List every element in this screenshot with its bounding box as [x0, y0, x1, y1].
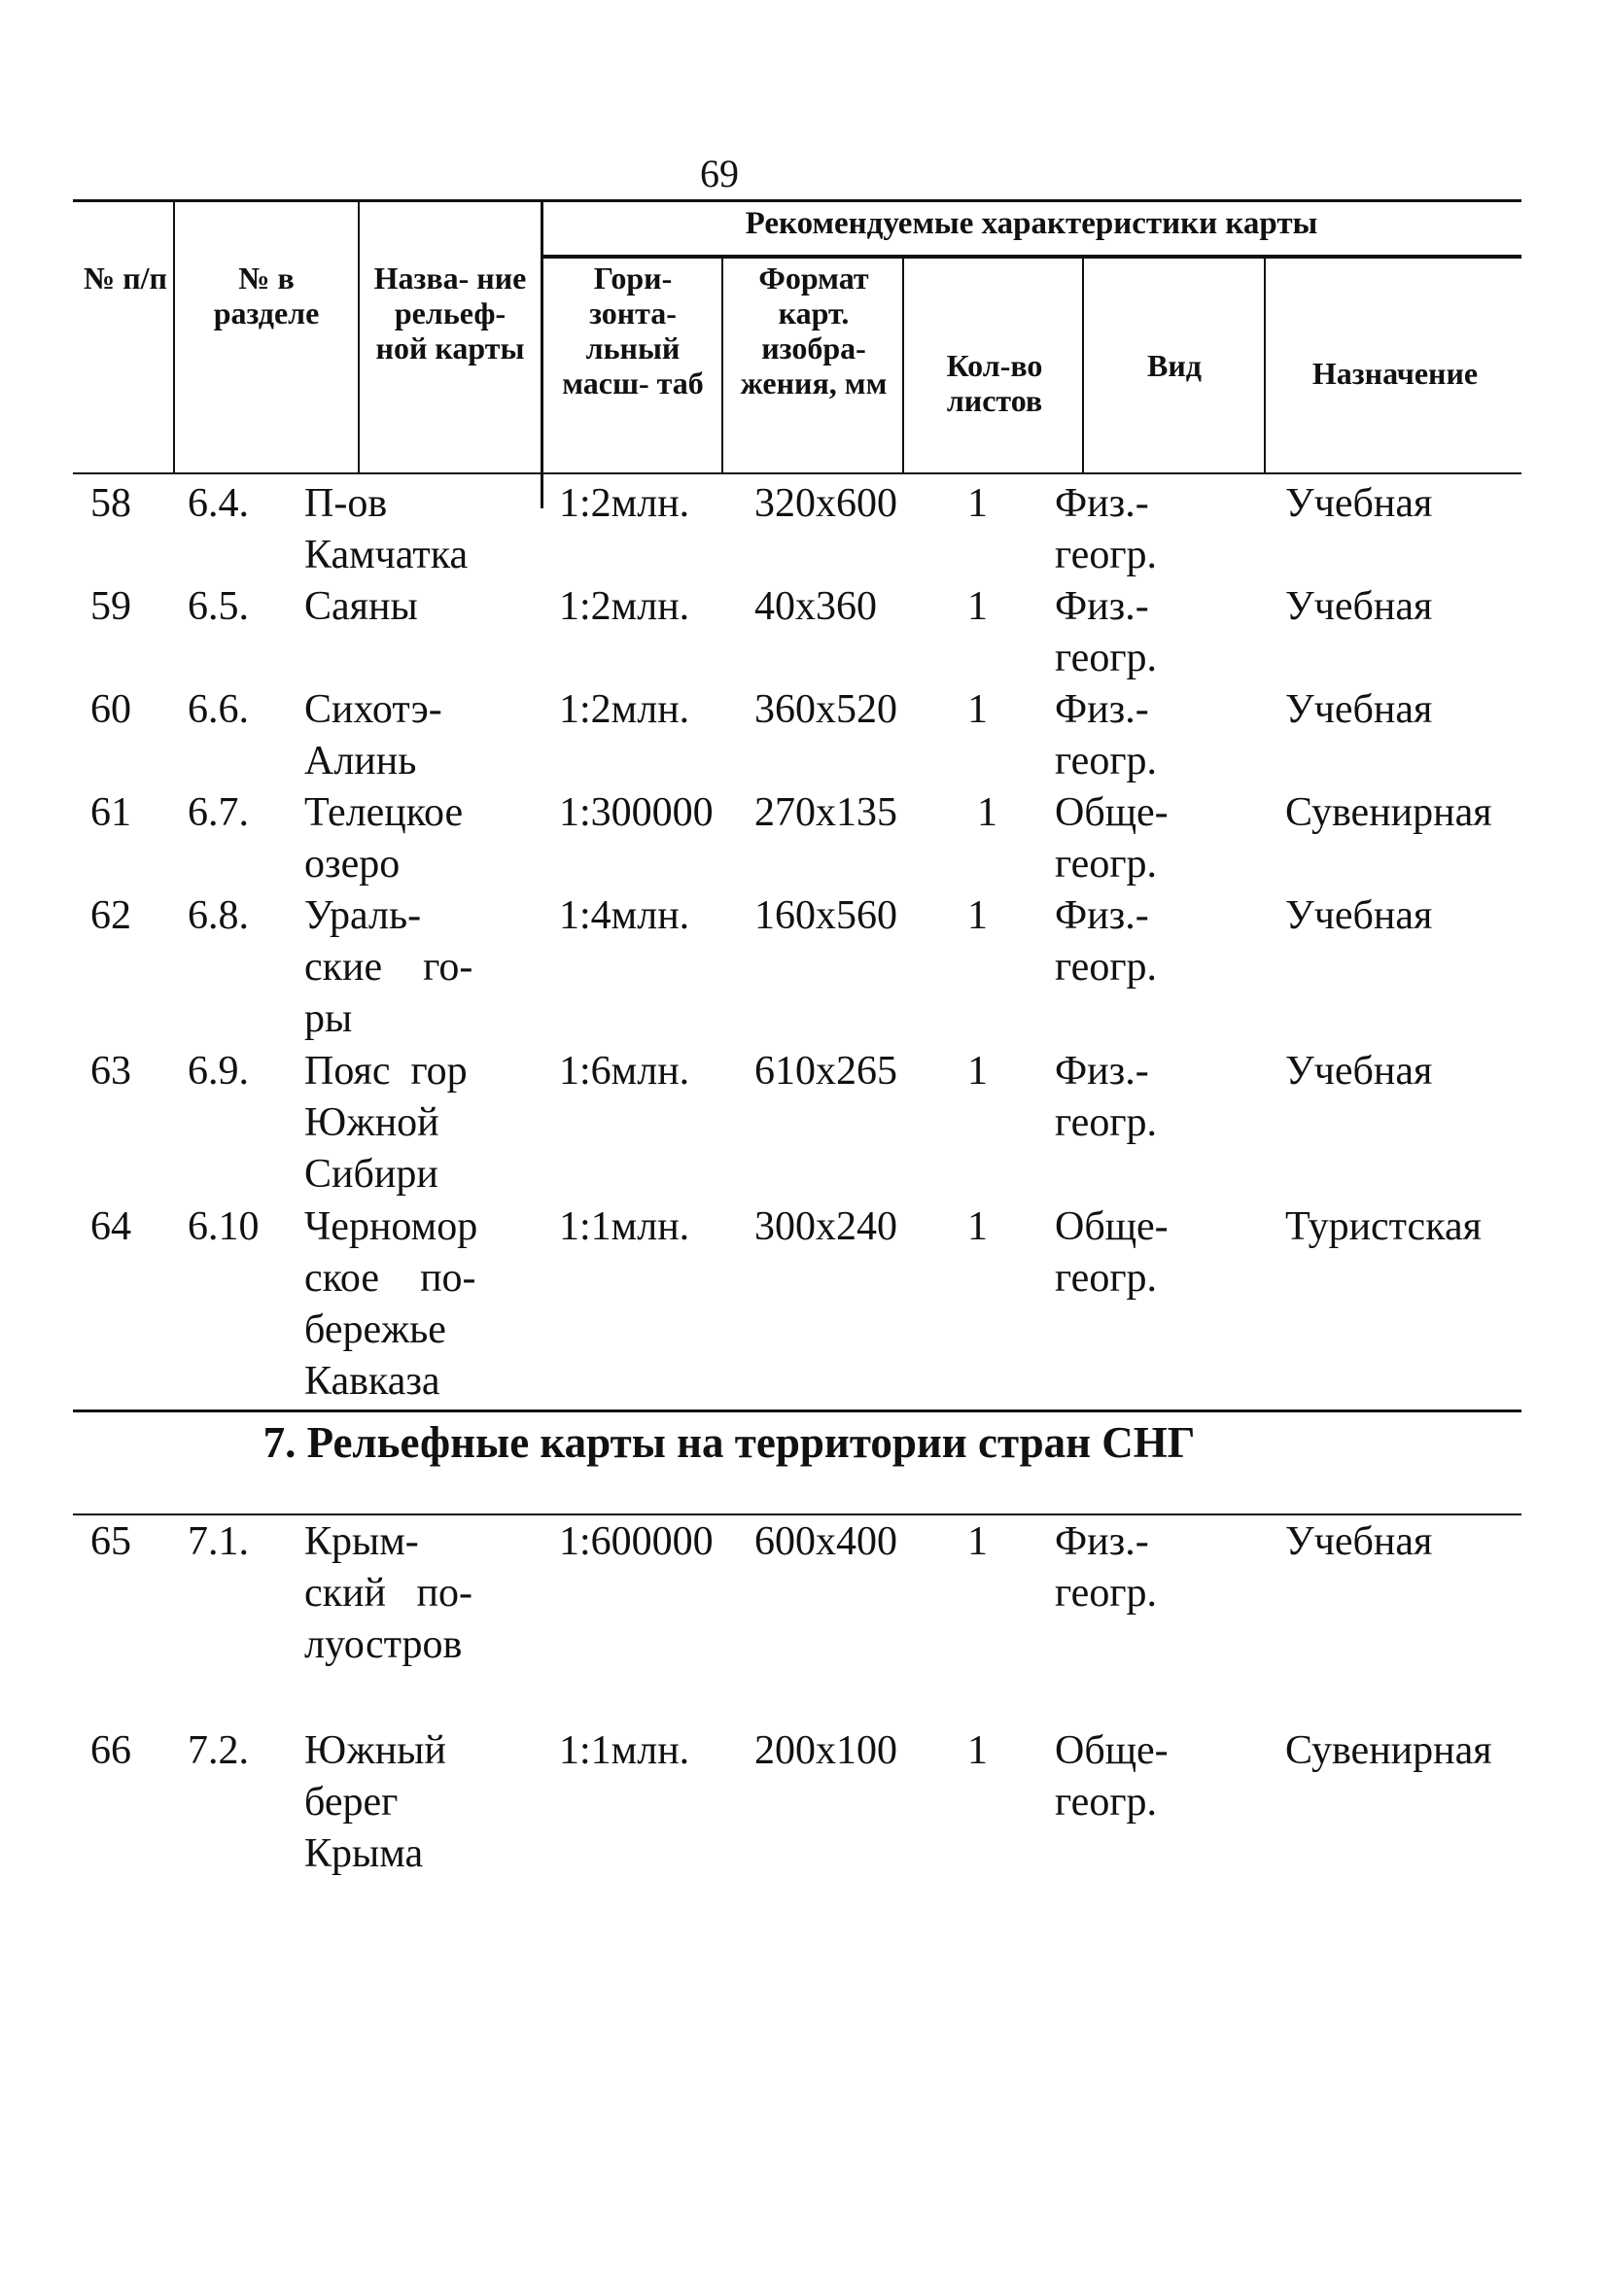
- header-col-sheets: Кол-во листов: [946, 348, 1043, 418]
- cell-format: 360х520: [754, 687, 897, 732]
- cell-scale: 1:1млн.: [559, 1204, 690, 1249]
- cell-scale: 1:600000: [559, 1519, 714, 1564]
- cell-purpose: Учебная: [1285, 1519, 1433, 1564]
- cell-section: 7.2.: [188, 1728, 249, 1773]
- col-rule: [1082, 257, 1084, 474]
- cell-name: Саяны: [304, 584, 418, 629]
- col-rule: [1264, 257, 1266, 474]
- cell-scale: 1:4млн.: [559, 893, 690, 938]
- cell-number: 64: [90, 1204, 131, 1249]
- section-top-rule: [73, 1409, 1521, 1412]
- cell-sheets: 1: [967, 584, 988, 629]
- cell-section: 6.5.: [188, 584, 249, 629]
- cell-number: 59: [90, 584, 131, 629]
- cell-number: 60: [90, 687, 131, 732]
- cell-purpose: Сувенирная: [1285, 790, 1492, 835]
- page-number: 69: [700, 152, 739, 195]
- cell-kind: Физ.- геогр.: [1055, 1519, 1158, 1616]
- header-super: Рекомендуемые характеристики карты: [745, 206, 1318, 241]
- cell-purpose: Учебная: [1285, 1049, 1433, 1094]
- cell-purpose: Туристская: [1285, 1204, 1482, 1249]
- section-bottom-rule: [73, 1513, 1521, 1515]
- col-rule: [902, 257, 904, 474]
- cell-section: 6.10: [188, 1204, 260, 1249]
- cell-name: Черномор ское по- бережье Кавказа: [304, 1204, 478, 1404]
- header-col-kind: Вид: [1147, 348, 1202, 383]
- cell-scale: 1:2млн.: [559, 584, 690, 629]
- cell-section: 6.7.: [188, 790, 249, 835]
- header-sub-rule: [541, 255, 1521, 259]
- cell-format: 40х360: [754, 584, 877, 629]
- cell-name: Телецкое озеро: [304, 790, 464, 887]
- cell-kind: Физ.- геогр.: [1055, 893, 1158, 990]
- cell-name: Пояс гор Южной Сибири: [304, 1049, 468, 1197]
- header-col-format: Формат карт. изобра- жения, мм: [740, 261, 888, 400]
- cell-section: 6.8.: [188, 893, 249, 938]
- cell-purpose: Сувенирная: [1285, 1728, 1492, 1773]
- cell-format: 300х240: [754, 1204, 897, 1249]
- col-rule: [173, 199, 175, 474]
- cell-kind: Обще- геогр.: [1055, 1728, 1169, 1825]
- cell-number: 65: [90, 1519, 131, 1564]
- cell-scale: 1:6млн.: [559, 1049, 690, 1094]
- cell-sheets: 1: [967, 687, 988, 732]
- cell-kind: Физ.- геогр.: [1055, 1049, 1158, 1145]
- header-col-purpose: Назначение: [1311, 356, 1479, 391]
- cell-format: 320х600: [754, 481, 897, 526]
- cell-kind: Физ.- геогр.: [1055, 481, 1158, 577]
- cell-kind: Физ.- геогр.: [1055, 687, 1158, 783]
- cell-name: Сихотэ- Алинь: [304, 687, 442, 783]
- cell-name: Ураль- ские го- ры: [304, 893, 473, 1041]
- header-col-number: № п/п: [84, 261, 167, 296]
- cell-kind: Обще- геогр.: [1055, 790, 1169, 887]
- cell-number: 66: [90, 1728, 131, 1773]
- cell-format: 200х100: [754, 1728, 897, 1773]
- header-col-scale: Гори- зонта- льный масш- таб: [562, 261, 704, 400]
- cell-kind: Обще- геогр.: [1055, 1204, 1169, 1301]
- cell-purpose: Учебная: [1285, 687, 1433, 732]
- cell-kind: Физ.- геогр.: [1055, 584, 1158, 680]
- cell-section: 6.6.: [188, 687, 249, 732]
- col-rule: [358, 199, 360, 474]
- cell-format: 270х135: [754, 790, 897, 835]
- cell-section: 7.1.: [188, 1519, 249, 1564]
- header-col-section: № в разделе: [213, 261, 320, 330]
- col-rule: [721, 257, 723, 474]
- cell-scale: 1:300000: [559, 790, 714, 835]
- cell-format: 600х400: [754, 1519, 897, 1564]
- cell-sheets: 1: [967, 481, 988, 526]
- cell-number: 62: [90, 893, 131, 938]
- cell-format: 610х265: [754, 1049, 897, 1094]
- cell-name: Крым- ский по- луостров: [304, 1519, 472, 1667]
- cell-purpose: Учебная: [1285, 584, 1433, 629]
- cell-purpose: Учебная: [1285, 481, 1433, 526]
- cell-scale: 1:1млн.: [559, 1728, 690, 1773]
- cell-sheets: 1: [967, 1519, 988, 1564]
- cell-sheets: 1: [967, 1049, 988, 1094]
- cell-scale: 1:2млн.: [559, 687, 690, 732]
- cell-number: 61: [90, 790, 131, 835]
- cell-section: 6.9.: [188, 1049, 249, 1094]
- cell-purpose: Учебная: [1285, 893, 1433, 938]
- header-col-name: Назва- ние рельеф- ной карты: [373, 261, 527, 365]
- col-rule: [541, 199, 543, 508]
- cell-scale: 1:2млн.: [559, 481, 690, 526]
- cell-sheets: 1: [967, 1204, 988, 1249]
- cell-sheets: 1: [967, 1728, 988, 1773]
- section-title: 7. Рельефные карты на территории стран СНГ: [262, 1418, 1196, 1467]
- cell-section: 6.4.: [188, 481, 249, 526]
- header-top-rule: [73, 199, 1521, 202]
- cell-name: Южный берег Крыма: [304, 1728, 446, 1876]
- cell-name: П-ов Камчатка: [304, 481, 469, 577]
- cell-number: 63: [90, 1049, 131, 1094]
- cell-number: 58: [90, 481, 131, 526]
- header-bottom-rule: [73, 472, 1521, 474]
- cell-sheets: 1: [967, 893, 988, 938]
- cell-format: 160х560: [754, 893, 897, 938]
- cell-sheets: 1: [977, 790, 997, 835]
